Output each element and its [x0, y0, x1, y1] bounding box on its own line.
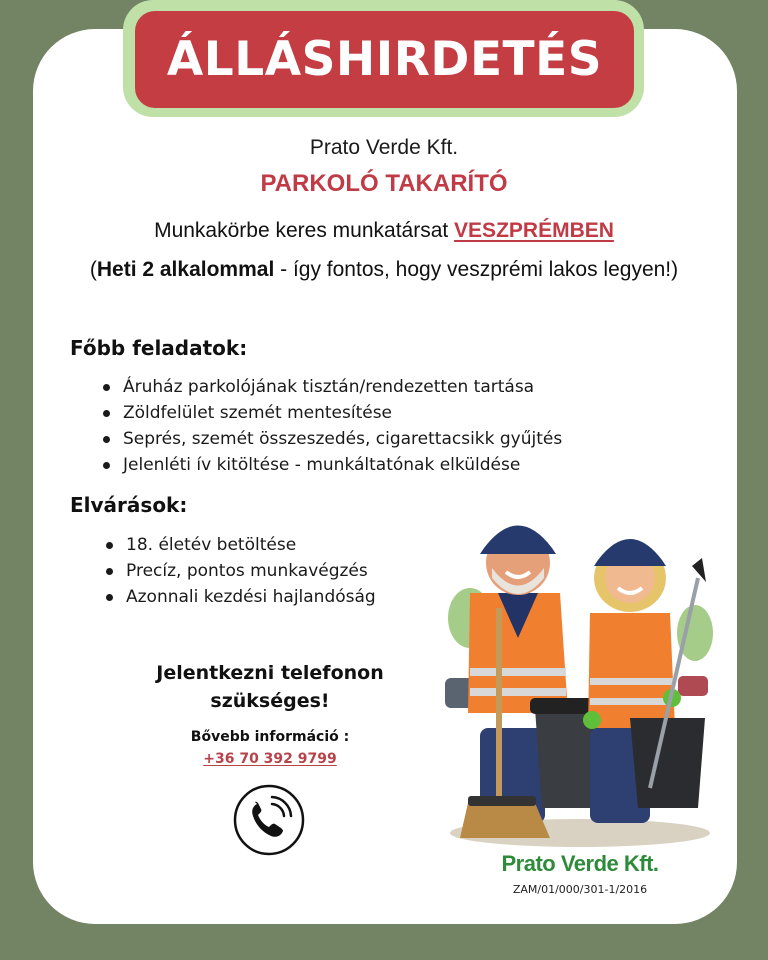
tasks-list: [103, 374, 562, 478]
brand-logo: Prato Verde Kft.: [501, 851, 659, 876]
registration-number: ZAM/01/000/301-1/2016: [512, 883, 648, 896]
seek-line: [0, 219, 768, 243]
freq-open: (: [89, 258, 97, 281]
list-item: Áruház parkolójának tisztán/rendezetten tartása: [103, 374, 562, 400]
list-item: Zöldfelület szemét mentesítése: [103, 400, 562, 426]
job-title: PARKOLÓ TAKARÍTÓ: [260, 170, 508, 197]
list-item: Precíz, pontos munkavégzés: [106, 558, 376, 584]
more-info-label: Bővebb információ :: [190, 729, 350, 745]
banner: [135, 11, 634, 108]
company-name: Prato Verde Kft.: [309, 136, 459, 159]
tasks-heading: Főbb feladatok:: [70, 336, 248, 360]
apply-instructions: [130, 659, 410, 715]
frequency-line: [0, 258, 768, 282]
requirements-list: [106, 532, 376, 610]
apply-line-2: szükséges!: [210, 690, 330, 712]
apply-line-1: Jelentkezni telefonon: [156, 662, 384, 684]
phone-link[interactable]: +36 70 392 9799: [203, 751, 337, 767]
seek-prefix: Munkakörbe keres munkatársat: [154, 219, 455, 242]
requirements-heading: Elvárások:: [70, 493, 188, 517]
banner-title: ÁLLÁSHIRDETÉS: [166, 32, 603, 87]
list-item: 18. életév betöltése: [106, 532, 376, 558]
list-item: Seprés, szemét összeszedés, cigarettacsikk gyűjtés: [103, 426, 562, 452]
phone-number[interactable]: [130, 751, 410, 767]
list-item: Azonnali kezdési hajlandóság: [106, 584, 376, 610]
phone-icon[interactable]: [233, 784, 305, 856]
workers-illustration: [440, 498, 720, 853]
city-link: VESZPRÉMBEN: [454, 219, 614, 242]
freq-rest: - így fontos, hogy veszprémi lakos legyen!): [274, 258, 679, 281]
list-item: Jelenléti ív kitöltése - munkáltatónak elküldése: [103, 452, 562, 478]
freq-bold: Heti 2 alkalommal: [96, 258, 275, 281]
